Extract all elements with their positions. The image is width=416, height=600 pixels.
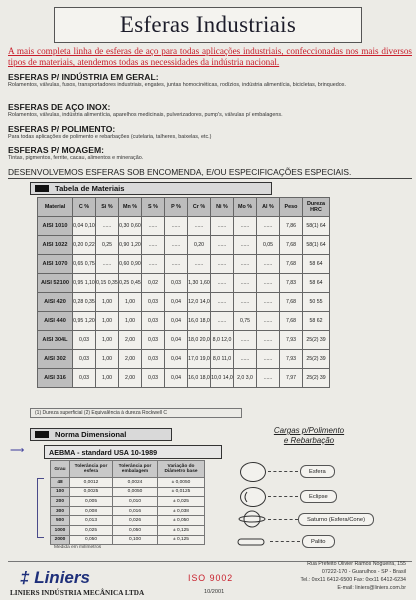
- material-value-cell: 0,02: [142, 274, 165, 293]
- tolerance-body: [51, 478, 205, 545]
- material-value-cell: ......: [234, 236, 257, 255]
- material-value-cell: 0,03: [142, 369, 165, 388]
- tolerance-cell: 0,016: [113, 506, 158, 516]
- tolerance-table: [50, 460, 205, 545]
- custom-order-line: DESENVOLVEMOS ESFERAS SOB ENCOMENDA, E/OU ESPECIFICAÇÕES ESPECIAIS.: [8, 167, 412, 179]
- material-value-cell: 25(2) 39: [303, 331, 330, 350]
- material-value-cell: ......: [257, 255, 280, 274]
- material-value-cell: 58(1) 64: [303, 217, 330, 236]
- grade-cell: 200: [51, 497, 70, 507]
- saturn-shape-icon: [238, 510, 266, 528]
- section-moagem: [8, 145, 412, 162]
- material-value-cell: ......: [96, 217, 119, 236]
- section-heading: ESFERAS P/ MOAGEM:: [8, 145, 104, 155]
- material-value-cell: 17,0 19,0: [188, 350, 211, 369]
- section-general: [8, 72, 412, 89]
- tolerance-row: [51, 478, 205, 488]
- materials-row: [38, 312, 330, 331]
- material-value-cell: 1,00: [96, 369, 119, 388]
- shape-label-esfera: Esfera: [300, 465, 335, 478]
- material-value-cell: ......: [257, 350, 280, 369]
- section-inox: [8, 102, 412, 119]
- material-name-cell: AISI 302: [38, 350, 73, 369]
- aebma-title: AEBMA - standard USA 10-1989: [44, 445, 222, 459]
- col-header: Grau: [51, 461, 70, 478]
- col-header: P %: [165, 198, 188, 217]
- material-value-cell: 7,83: [280, 274, 303, 293]
- iso-date: 10/2001: [204, 589, 225, 595]
- material-value-cell: 0,03: [73, 369, 96, 388]
- material-value-cell: 7,68: [280, 236, 303, 255]
- material-value-cell: 0,04: [165, 293, 188, 312]
- tolerance-cell: 0,013: [70, 516, 113, 526]
- col-header: Tolerância por embalagem: [113, 461, 158, 478]
- material-name-cell: AISI 1070: [38, 255, 73, 274]
- material-value-cell: ......: [142, 217, 165, 236]
- material-value-cell: 0,05: [257, 236, 280, 255]
- material-value-cell: 0,04 0,10: [73, 217, 96, 236]
- material-value-cell: 7,93: [280, 350, 303, 369]
- tolerance-cell: ± 0,038: [158, 506, 205, 516]
- material-value-cell: 0,25 0,45: [119, 274, 142, 293]
- material-value-cell: ......: [234, 255, 257, 274]
- material-value-cell: ......: [165, 255, 188, 274]
- material-value-cell: 2,00: [119, 369, 142, 388]
- material-value-cell: 0,20 0,22: [73, 236, 96, 255]
- grade-cell: 500: [51, 516, 70, 526]
- tolerance-footnote: Medida em milímetros: [54, 545, 102, 550]
- material-value-cell: 0,03: [142, 331, 165, 350]
- tolerance-row: [51, 535, 205, 545]
- grade-cell: 48: [51, 478, 70, 488]
- material-value-cell: ......: [257, 293, 280, 312]
- material-value-cell: 0,90 1,20: [119, 236, 142, 255]
- tolerance-cell: ± 0,050: [158, 516, 205, 526]
- material-value-cell: 1,00: [96, 331, 119, 350]
- material-value-cell: 10,0 14,0: [211, 369, 234, 388]
- material-value-cell: ......: [211, 293, 234, 312]
- tolerance-cell: 0,025: [70, 525, 113, 535]
- material-value-cell: 7,93: [280, 331, 303, 350]
- col-header: Tolerância por esfera: [70, 461, 113, 478]
- material-value-cell: 8,0 12,0: [211, 331, 234, 350]
- tolerance-cell: ± 0,025: [158, 497, 205, 507]
- tolerance-header-row: [51, 461, 205, 478]
- material-value-cell: 0,03: [73, 350, 96, 369]
- material-value-cell: 8,0 11,0: [211, 350, 234, 369]
- material-value-cell: 0,60 0,90: [119, 255, 142, 274]
- material-value-cell: 1,00: [119, 312, 142, 331]
- pin-shape-icon: [236, 535, 268, 547]
- tolerance-cell: ± 0,0050: [158, 478, 205, 488]
- material-value-cell: ......: [257, 312, 280, 331]
- eclipse-shape-icon: [240, 487, 266, 507]
- company-logo: [20, 568, 90, 588]
- tolerance-row: [51, 525, 205, 535]
- material-value-cell: ......: [257, 217, 280, 236]
- logo-mark-icon: ‡: [20, 568, 30, 587]
- material-name-cell: AISI 52100: [38, 274, 73, 293]
- section-text: Para todas aplicações de polimento e rebarbações (cutelaria, talheres, baixelas, etc.): [8, 134, 212, 140]
- shape-label-saturno: Saturno (Esfera/Cone): [298, 513, 374, 526]
- leader-line: [268, 496, 298, 497]
- material-value-cell: ......: [188, 217, 211, 236]
- leader-line: [268, 471, 298, 472]
- materials-row: [38, 369, 330, 388]
- materials-row: [38, 293, 330, 312]
- material-value-cell: 2,00: [119, 331, 142, 350]
- arrow-icon: ⟶: [10, 445, 25, 456]
- material-value-cell: 58(1) 64: [303, 236, 330, 255]
- material-value-cell: 1,00: [96, 350, 119, 369]
- bracket-icon: [37, 478, 44, 538]
- section-heading: ESFERAS P/ POLIMENTO:: [8, 124, 116, 134]
- col-header: Cr %: [188, 198, 211, 217]
- material-value-cell: 0,04: [165, 312, 188, 331]
- address-line: Tel.: 0xx11 6412-6500 Fax: 0xx11 6412-6234: [300, 577, 406, 583]
- material-value-cell: 1,00: [96, 293, 119, 312]
- material-value-cell: 1,30 1,60: [188, 274, 211, 293]
- tolerance-cell: 0,050: [113, 525, 158, 535]
- material-value-cell: 0,04: [165, 331, 188, 350]
- header-block-icon: [35, 431, 49, 438]
- section-heading: ESFERAS P/ INDÚSTRIA EM GERAL:: [8, 72, 159, 82]
- material-value-cell: 16,0 18,0: [188, 312, 211, 331]
- material-value-cell: 7,68: [280, 293, 303, 312]
- tolerance-cell: 0,008: [70, 506, 113, 516]
- tolerance-row: [51, 506, 205, 516]
- materials-header-row: [38, 198, 330, 217]
- materials-note: (1) Dureza superficial (2) Equivalência à dureza Rockwell C: [30, 408, 242, 418]
- col-header: Mn %: [119, 198, 142, 217]
- material-value-cell: ......: [211, 236, 234, 255]
- material-value-cell: 0,04: [165, 369, 188, 388]
- material-value-cell: 2,0 3,0: [234, 369, 257, 388]
- material-value-cell: ......: [165, 217, 188, 236]
- material-value-cell: ......: [234, 331, 257, 350]
- material-value-cell: 0,95 1,20: [73, 312, 96, 331]
- header-block-icon: [35, 185, 49, 192]
- col-header: S %: [142, 198, 165, 217]
- material-value-cell: 7,86: [280, 217, 303, 236]
- material-value-cell: 0,28 0,35: [73, 293, 96, 312]
- col-header: Si %: [96, 198, 119, 217]
- material-value-cell: ......: [234, 350, 257, 369]
- col-header: Mo %: [234, 198, 257, 217]
- grade-cell: 2000: [51, 535, 70, 545]
- tolerance-cell: 0,026: [113, 516, 158, 526]
- section-polimento: [8, 124, 412, 141]
- materials-table: [37, 197, 330, 388]
- material-value-cell: 0,25: [96, 236, 119, 255]
- col-header: Al %: [257, 198, 280, 217]
- tolerance-cell: ± 0,125: [158, 535, 205, 545]
- material-value-cell: ......: [234, 293, 257, 312]
- materials-header-bar: [30, 182, 272, 195]
- tolerance-cell: 0,010: [113, 497, 158, 507]
- shape-label-palito: Palito: [302, 535, 335, 548]
- grade-cell: 300: [51, 506, 70, 516]
- material-value-cell: 0,03: [142, 350, 165, 369]
- section-heading: ESFERAS DE AÇO INOX:: [8, 102, 111, 112]
- page-title: Esferas Industriais: [119, 12, 297, 37]
- material-value-cell: 0,03: [165, 274, 188, 293]
- material-value-cell: 0,95 1,10: [73, 274, 96, 293]
- materials-row: [38, 255, 330, 274]
- address-line: E-mail: liniers@liniers.com.br: [337, 585, 406, 591]
- materials-row: [38, 350, 330, 369]
- materials-row: [38, 274, 330, 293]
- leader-line: [270, 541, 300, 542]
- material-value-cell: ......: [211, 217, 234, 236]
- material-value-cell: 18,0 20,0: [188, 331, 211, 350]
- tolerance-cell: 0,050: [70, 535, 113, 545]
- tolerance-cell: 0,005: [70, 497, 113, 507]
- shape-label-eclipse: Eclipse: [300, 490, 337, 503]
- company-name: LINIERS INDÚSTRIA MECÂNICA LTDA: [10, 589, 145, 597]
- materials-body: [38, 217, 330, 388]
- materials-header: Tabela de Materiais: [55, 184, 125, 193]
- materials-row: [38, 217, 330, 236]
- tolerance-cell: 0,0024: [113, 478, 158, 488]
- material-value-cell: 0,04: [165, 350, 188, 369]
- material-value-cell: ......: [257, 274, 280, 293]
- material-value-cell: 0,65 0,75: [73, 255, 96, 274]
- material-name-cell: AISI 1022: [38, 236, 73, 255]
- material-value-cell: ......: [257, 369, 280, 388]
- tolerance-cell: ± 0,125: [158, 525, 205, 535]
- iso-cert: ISO 9002: [188, 573, 234, 583]
- tolerance-row: [51, 516, 205, 526]
- logo-text: Liniers: [34, 568, 90, 587]
- grade-cell: 1000: [51, 525, 70, 535]
- address-line: 07222-170 - Guarulhos - SP - Brasil: [321, 569, 406, 575]
- material-value-cell: 0,75: [234, 312, 257, 331]
- tolerance-cell: ± 0,0125: [158, 487, 205, 497]
- material-name-cell: AISI 304L: [38, 331, 73, 350]
- section-text: Rolamentos, válvulas, indústria alimentícia, aparelhos medicinais, pulverizadores, pump's, válvulas p/ embalagens.: [8, 112, 283, 118]
- material-value-cell: 50 55: [303, 293, 330, 312]
- material-value-cell: 16,0 18,0: [188, 369, 211, 388]
- tolerance-row: [51, 497, 205, 507]
- material-value-cell: 0,20: [188, 236, 211, 255]
- material-value-cell: 12,0 14,0: [188, 293, 211, 312]
- material-value-cell: ......: [142, 255, 165, 274]
- sphere-shape-icon: [240, 462, 266, 482]
- tolerance-cell: 0,0012: [70, 478, 113, 488]
- material-name-cell: AISI 440: [38, 312, 73, 331]
- materials-row: [38, 236, 330, 255]
- material-value-cell: 58 62: [303, 312, 330, 331]
- col-header: Ni %: [211, 198, 234, 217]
- col-header: Peso: [280, 198, 303, 217]
- section-text: Rolamentos, válvulas, fusos, transportadores industriais, engates, juntas homocinéticas, rodízios, indústria alimentícia, bicicletas, brinquedos.: [8, 82, 346, 88]
- section-text: Tintas, pigmentos, ferrite, cacau, alimentos e mineração.: [8, 155, 144, 161]
- material-value-cell: 1,00: [96, 312, 119, 331]
- material-value-cell: 58 64: [303, 255, 330, 274]
- material-value-cell: ......: [165, 236, 188, 255]
- material-value-cell: ......: [234, 217, 257, 236]
- leader-line: [268, 519, 298, 520]
- material-value-cell: 1,00: [119, 293, 142, 312]
- material-value-cell: 0,03: [142, 312, 165, 331]
- material-value-cell: 25(2) 39: [303, 369, 330, 388]
- material-value-cell: ......: [257, 331, 280, 350]
- material-value-cell: 0,03: [142, 293, 165, 312]
- material-value-cell: ......: [234, 274, 257, 293]
- col-header: Dureza HRC: [303, 198, 330, 217]
- material-value-cell: 58 64: [303, 274, 330, 293]
- tolerance-cell: 0,0025: [70, 487, 113, 497]
- material-name-cell: AISI 316: [38, 369, 73, 388]
- material-value-cell: ......: [96, 255, 119, 274]
- material-value-cell: 7,68: [280, 255, 303, 274]
- material-value-cell: 0,03: [73, 331, 96, 350]
- col-header: Variação do Diâmetro base: [158, 461, 205, 478]
- material-value-cell: ......: [211, 255, 234, 274]
- cargas-title-line1: Cargas p/Polimento: [273, 426, 345, 435]
- materials-row: [38, 331, 330, 350]
- grade-cell: 100: [51, 487, 70, 497]
- tolerance-row: [51, 487, 205, 497]
- material-value-cell: 2,00: [119, 350, 142, 369]
- norma-header: Norma Dimensional: [55, 430, 127, 439]
- material-name-cell: AISI 420: [38, 293, 73, 312]
- material-value-cell: 7,68: [280, 312, 303, 331]
- material-value-cell: ......: [211, 274, 234, 293]
- col-header: Material: [38, 198, 73, 217]
- material-value-cell: 0,15 0,35: [96, 274, 119, 293]
- cargas-title: [236, 426, 382, 446]
- tolerance-cell: 0,100: [113, 535, 158, 545]
- material-value-cell: 7,97: [280, 369, 303, 388]
- col-header: C %: [73, 198, 96, 217]
- material-value-cell: 0,30 0,60: [119, 217, 142, 236]
- material-value-cell: 25(2) 39: [303, 350, 330, 369]
- material-value-cell: ......: [211, 312, 234, 331]
- tolerance-cell: 0,0050: [113, 487, 158, 497]
- material-value-cell: ......: [188, 255, 211, 274]
- address-block: [258, 560, 406, 592]
- address-line: Rua Prefeito Olivier Ramos Nogueira, 155: [307, 561, 406, 567]
- material-name-cell: AISI 1010: [38, 217, 73, 236]
- norma-header-bar: [30, 428, 172, 441]
- title-box: [54, 7, 362, 43]
- cargas-title-line2: e Rebarbação: [283, 436, 335, 445]
- tagline: A mais completa linha de esferas de aço para todas aplicações industriais, confeccionadas nos mais diversos tipos de materiais, atendemos todas as necessidades da indústria nacional.: [8, 46, 412, 67]
- material-value-cell: ......: [142, 236, 165, 255]
